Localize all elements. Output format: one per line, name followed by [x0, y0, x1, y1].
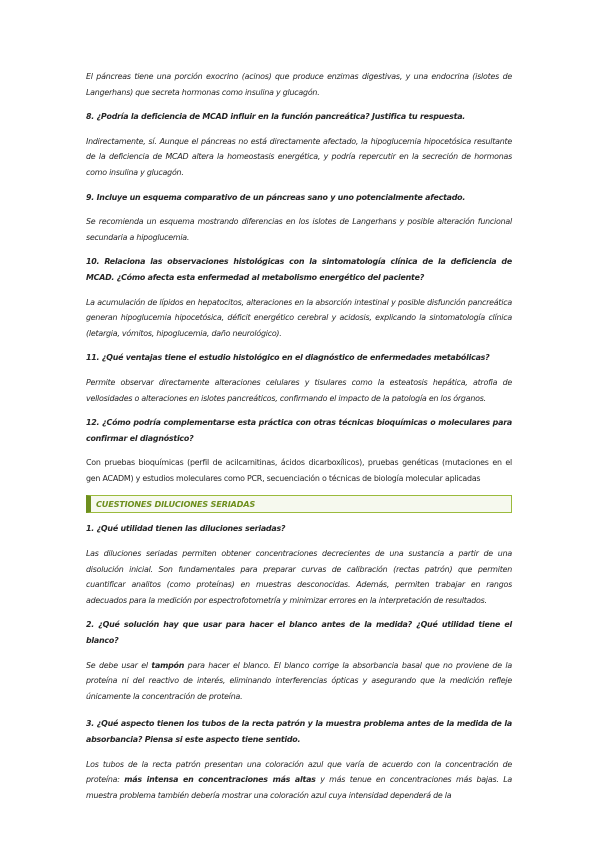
paragraph-pancreas-intro: El páncreas tiene una porción exocrino (acinos) que produce enzimas digestivas, y una endocrina (islotes de Langerhans) que secreta hormonas como insulina y glucagón.: [86, 72, 512, 97]
dilution-question-3: 3. ¿Qué aspecto tienen los tubos de la recta patrón y la muestra problema antes de la medida de la absorbancia? Piensa si este aspecto tiene sentido.: [86, 719, 512, 744]
answer-11: Permite observar directamente alteraciones celulares y tisulares como la esteatosis hepática, atrofia de vellosidades o alteraciones en islotes pancreáticos, confirmando el impacto de la patología en los órganos.: [86, 377, 512, 403]
question-11: 11. ¿Qué ventajas tiene el estudio histológico en el diagnóstico de enfermedades metabólicas?: [86, 353, 490, 363]
document-body: [86, 69, 512, 812]
dilution-answer-3-pre: Los tubos de la recta patrón presentan una coloración azul que varía de acuerdo con la concentración de proteína:: [86, 759, 512, 785]
answer-10: La acumulación de lípidos en hepatocitos, alteraciones en la absorción intestinal y posible disfunción pancreática generan hipoglucemia hipocetósica, déficit energético cerebral y acidosis, explicando la sintomatología clínica (letargia, vómitos, hipoglucemia, daño neurológico).: [86, 297, 512, 338]
question-8: 8. ¿Podría la deficiencia de MCAD influir en la función pancreática? Justifica tu respuesta.: [86, 112, 466, 122]
dilution-answer-2-bold: tampón: [151, 660, 185, 670]
question-12: 12. ¿Cómo podría complementarse esta práctica con otras técnicas bioquímicas o moleculares para confirmar el diagnóstico?: [86, 418, 512, 443]
question-10: 10. Relaciona las observaciones histológicas con la sintomatología clínica de la deficiencia de MCAD. ¿Cómo afecta esta enfermedad al metabolismo energético del paciente?: [86, 257, 512, 282]
dilution-answer-3: [86, 757, 512, 804]
dilution-answer-1: Las diluciones seriadas permiten obtener concentraciones decrecientes de una sustancia a partir de una disolución inicial. Son fundamentales para preparar curvas de calibración (rectas patrón) que permiten cuantificar analitos (como proteínas) en muestras desconocidas. Además, permiten trabajar en rangos adecuados para la medición por espectrofotometría y minimizar errores en la interpretación de resultados.: [86, 549, 512, 605]
dilution-question-1: 1. ¿Qué utilidad tienen las diluciones seriadas?: [86, 524, 286, 534]
dilution-answer-2-pre: Se debe usar el: [86, 660, 152, 670]
dilution-answer-3-bold: más intensa en concentraciones más altas: [124, 775, 316, 785]
answer-9: Se recomienda un esquema mostrando diferencias en los islotes de Langerhans y posible alteración funcional secundaria a hipoglucemia.: [86, 217, 512, 242]
section-heading-diluciones: CUESTIONES DILUCIONES SERIADAS: [86, 495, 512, 513]
question-9: 9. Incluye un esquema comparativo de un páncreas sano y uno potencialmente afectado.: [86, 192, 466, 202]
answer-12: Con pruebas bioquímicas (perfil de acilcarnitinas, ácidos dicarboxílicos), pruebas genéticas (mutaciones en el gen ACADM) y estudios moleculares como PCR, secuenciación o técnicas de biología molecular aplicadas: [86, 458, 512, 483]
dilution-answer-2-post: para hacer el blanco. El blanco corrige la absorbancia basal que no proviene de la proteína ni del reactivo de interés, eliminando interferencias ópticas y asegurando que la medición refleje únicamente la concentración de proteína.: [86, 660, 513, 701]
dilution-answer-2: [86, 658, 512, 705]
dilution-answer-3-post: y más tenue en concentraciones más bajas. La muestra problema también debería mostrar una coloración azul cuya intensidad dependerá de la: [86, 775, 512, 800]
dilution-question-2: 2. ¿Qué solución hay que usar para hacer el blanco antes de la medida? ¿Qué utilidad tiene el blanco?: [86, 620, 512, 646]
answer-8: Indirectamente, sí. Aunque el páncreas no está directamente afectado, la hipoglucemia hipocetósica resultante de la deficiencia de MCAD altera la homeostasis energética, y podría repercutir en la secreción de hormonas como insulina y glucagón.: [86, 136, 512, 177]
